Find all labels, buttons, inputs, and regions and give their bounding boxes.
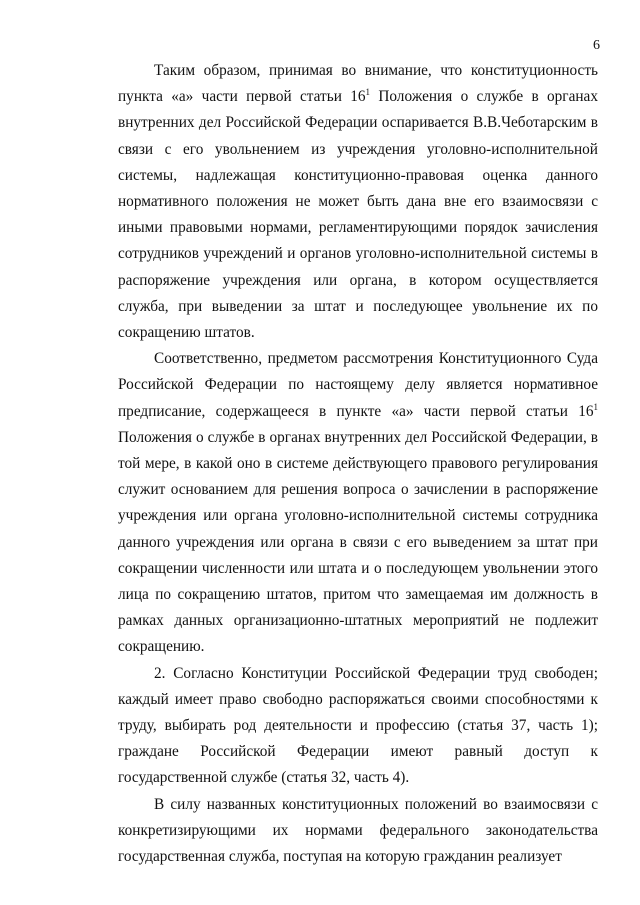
paragraph-text: Положения о службе в органах внутренних дел Российской Федерации, в той мере, в какой оно в системе действующего правового регулирования служит основанием для решения вопроса о зачислении в распоряжение учреждения или органа уголовно-исполнительной системы сотрудника данного учреждения или органа в связи с его выведением за штат при сокращении численности или штата и о последующем увольнении этого лица по сокращению штатов, притом что замещаемая им должность в рамках данных организационно-штатных мероприятий не подлежит сокращению. [118, 428, 598, 656]
paragraph [118, 792, 598, 871]
paragraph-text: Соответственно, предметом рассмотрения Конституционного Суда Российской Федерации по настоящему делу является нормативное предписание, содержащееся в пункте «а» части первой статьи 16 [118, 350, 598, 420]
paragraph [118, 661, 598, 792]
superscript: 1 [365, 87, 370, 98]
paragraph [118, 346, 598, 660]
superscript: 1 [593, 401, 598, 412]
page-number: 6 [593, 38, 600, 53]
paragraph-text: В силу названных конституционных положений во взаимосвязи с конкретизирующими их нормами федерального законодательства государственная служба, поступая на которую гражданин реализует [118, 795, 598, 866]
paragraph-text: 2. Согласно Конституции Российской Федерации труд свободен; каждый имеет право свободно распоряжаться своими способностями к труду, выбирать род деятельности и профессию (статья 37, часть 1); граждане Российской Федерации имеют равный доступ к государственной службе (статья 32, часть 4). [118, 664, 598, 787]
paragraph-text: Положения о службе в органах внутренних дел Российской Федерации оспаривается В.В.Чеботарским в связи с его увольнением из учреждения уголовно-исполнительной системы, надлежащая конституционно-правовая оценка данного нормативного положения не может быть дана вне его взаимосвязи с иными правовыми нормами, регламентирующими порядок зачисления сотрудников учреждений и органов уголовно-исполнительной системы в распоряжение учреждения или органа, в котором осуществляется служба, при выведении за штат и последующее увольнение их по сокращению штатов. [118, 88, 598, 342]
paragraph [118, 58, 598, 346]
document-body [118, 58, 598, 870]
paragraph-text: Таким образом, принимая во внимание, что конституционность пункта «а» части первой статьи 16 [118, 62, 598, 106]
